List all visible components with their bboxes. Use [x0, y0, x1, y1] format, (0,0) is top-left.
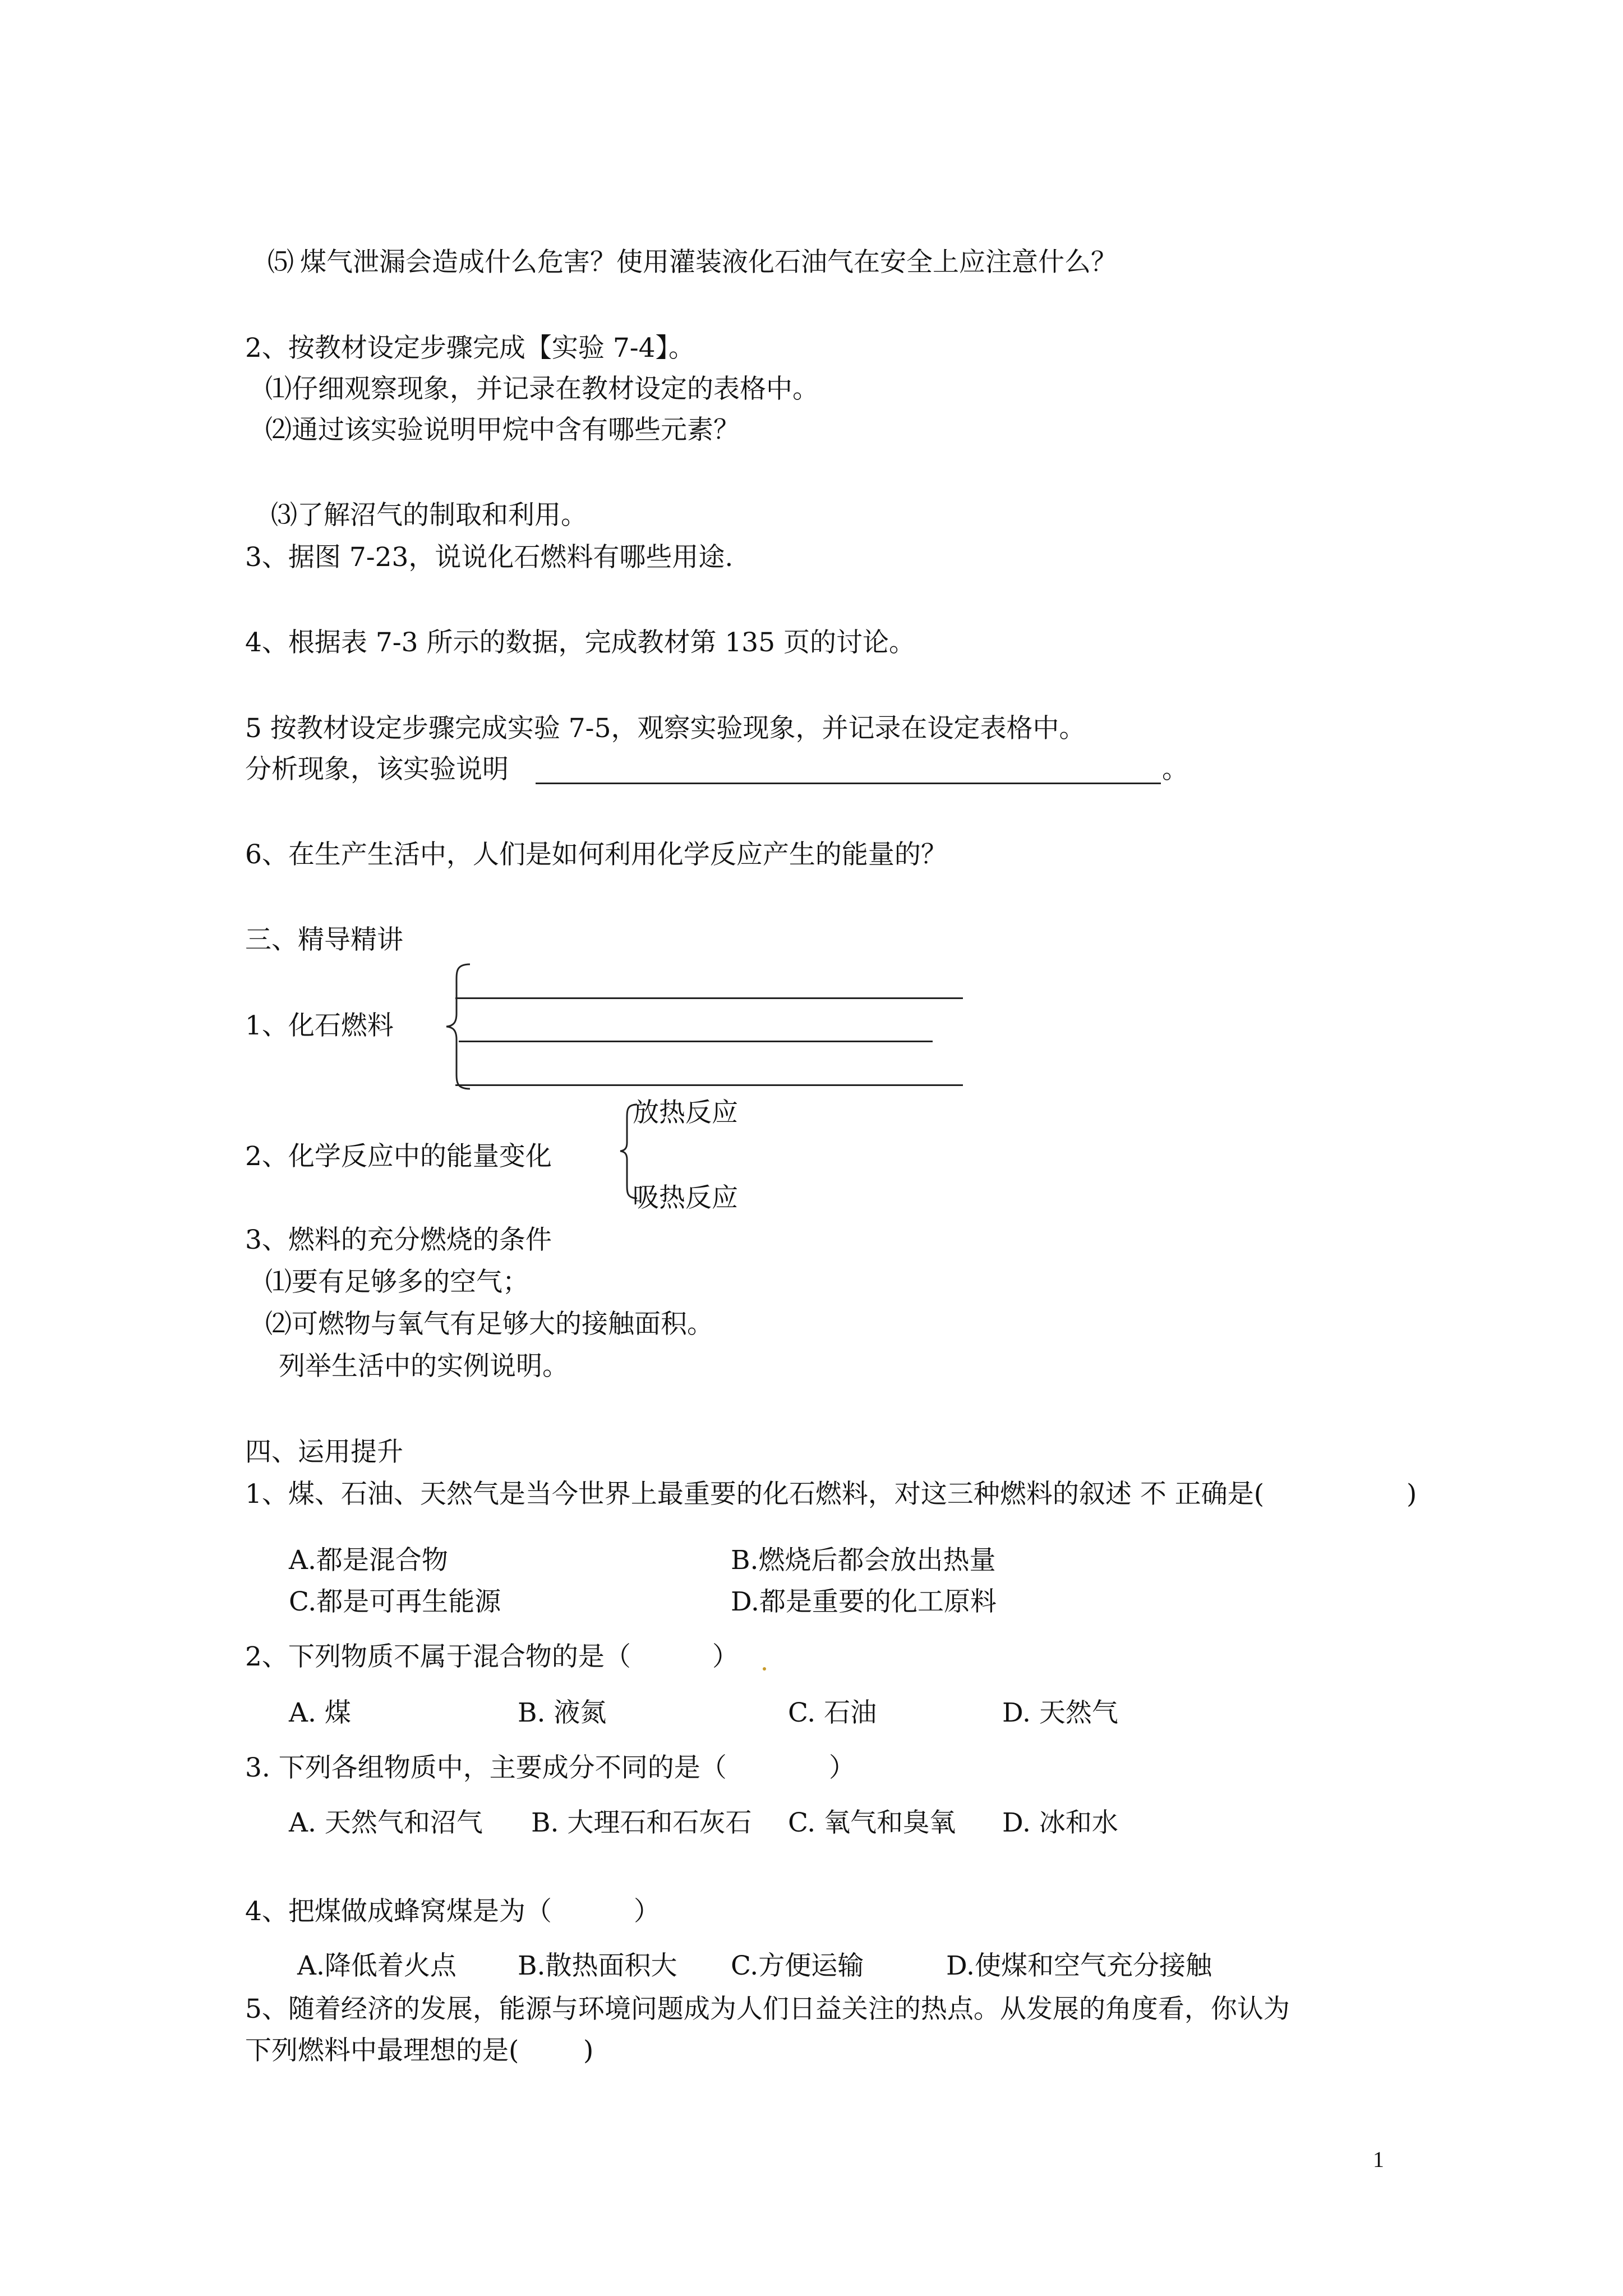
item-2-experiment: 2、按教材设定步骤完成【实验 7-4】。 [245, 333, 695, 364]
item-2-sub-1: ⑴仔细观察现象，并记录在教材设定的表格中。 [265, 374, 819, 404]
question-4-option-c[interactable]: C.方便运输 [731, 1950, 864, 1981]
question-4-bracket-close: ） [634, 1896, 660, 1927]
item-5-analysis: 分析现象，该实验说明 [245, 754, 509, 785]
question-2-option-c[interactable]: C. 石油 [788, 1697, 877, 1728]
fossil-fuel-blank-3[interactable] [455, 1084, 963, 1086]
question-2-bracket-close: ） [712, 1641, 739, 1672]
question-2-option-a[interactable]: A. 煤 [289, 1697, 351, 1728]
fossil-fuel-blank-1[interactable] [455, 997, 963, 999]
question-4-option-a[interactable]: A.降低着火点 [297, 1950, 457, 1981]
item-5-experiment: 5 按教材设定步骤完成实验 7-5，观察实验现象，并记录在设定表格中。 [245, 713, 1086, 744]
item-2-sub-2: ⑵通过该实验说明甲烷中含有哪些元素？ [265, 415, 740, 445]
question-2-option-b[interactable]: B. 液氮 [518, 1697, 607, 1728]
question-5-bracket-close: ) [583, 2035, 594, 2066]
question-3-option-a[interactable]: A. 天然气和沼气 [289, 1807, 483, 1838]
question-1-stem: 1、煤、石油、天然气是当今世界上最重要的化石燃料，对这三种燃料的叙述 不 正确是( [245, 1479, 1265, 1510]
question-1-option-c[interactable]: C.都是可再生能源 [289, 1586, 501, 1617]
question-4-option-b[interactable]: B.散热面积大 [518, 1950, 677, 1981]
question-4-option-d[interactable]: D.使煤和空气充分接触 [946, 1950, 1212, 1981]
endothermic-reaction: 吸热反应 [633, 1182, 738, 1213]
question-3-stem: 3. 下列各组物质中，主要成分不同的是（ [245, 1752, 727, 1783]
combustion-condition-2: ⑵可燃物与氧气有足够大的接触面积。 [265, 1309, 713, 1340]
section-3-heading: 三、精导精讲 [245, 924, 403, 955]
question-3-option-c[interactable]: C. 氧气和臭氧 [788, 1807, 956, 1838]
combustion-conditions-title: 3、燃料的充分燃烧的条件 [245, 1225, 552, 1255]
question-5-stem-line-1: 5、随着经济的发展，能源与环境问题成为人们日益关注的热点。从发展的角度看，你认为 [245, 1994, 1290, 2024]
question-3-option-b[interactable]: B. 大理石和石灰石 [531, 1807, 752, 1838]
ink-speck [763, 1667, 766, 1671]
question-1-option-d[interactable]: D.都是重要的化工原料 [731, 1586, 997, 1617]
fossil-fuel-label: 1、化石燃料 [245, 1010, 394, 1041]
combustion-condition-1: ⑴要有足够多的空气； [265, 1267, 529, 1297]
question-3-option-d[interactable]: D. 冰和水 [1002, 1807, 1118, 1838]
question-2-5-number: ⑸ [268, 247, 294, 278]
question-2-stem: 2、下列物质不属于混合物的是（ [245, 1641, 631, 1672]
fossil-fuel-brace [443, 962, 477, 1091]
question-4-stem: 4、把煤做成蜂窝煤是为（ [245, 1896, 552, 1927]
question-3-bracket-close: ） [829, 1752, 855, 1783]
item-4-discussion: 4、根据表 7-3 所示的数据，完成教材第 135 页的讨论。 [245, 627, 916, 658]
fossil-fuel-blank-2[interactable] [459, 1041, 933, 1042]
item-5-answer-blank[interactable] [536, 783, 1161, 784]
question-5-stem-line-2: 下列燃料中最理想的是( [245, 2035, 519, 2066]
exothermic-reaction: 放热反应 [633, 1097, 738, 1128]
question-1-bracket-close: ) [1407, 1479, 1417, 1510]
question-1-option-b[interactable]: B.燃烧后都会放出热量 [731, 1545, 996, 1576]
page-number: 1 [1373, 2147, 1384, 2172]
item-5-period: 。 [1162, 754, 1188, 785]
combustion-examples: 列举生活中的实例说明。 [279, 1351, 569, 1382]
energy-change-label: 2、化学反应中的能量变化 [245, 1141, 552, 1172]
question-2-5-text: 煤气泄漏会造成什么危害？使用灌装液化石油气在安全上应注意什么？ [300, 247, 1117, 278]
item-6-energy: 6、在生产生活中，人们是如何利用化学反应产生的能量的？ [245, 839, 947, 870]
section-4-heading: 四、运用提升 [245, 1437, 403, 1467]
item-3-uses: 3、据图 7-23，说说化石燃料有哪些用途. [245, 542, 734, 573]
question-1-option-a[interactable]: A.都是混合物 [289, 1545, 448, 1576]
item-2-sub-3: ⑶了解沼气的制取和利用。 [271, 500, 587, 531]
question-2-option-d[interactable]: D. 天然气 [1002, 1697, 1118, 1728]
